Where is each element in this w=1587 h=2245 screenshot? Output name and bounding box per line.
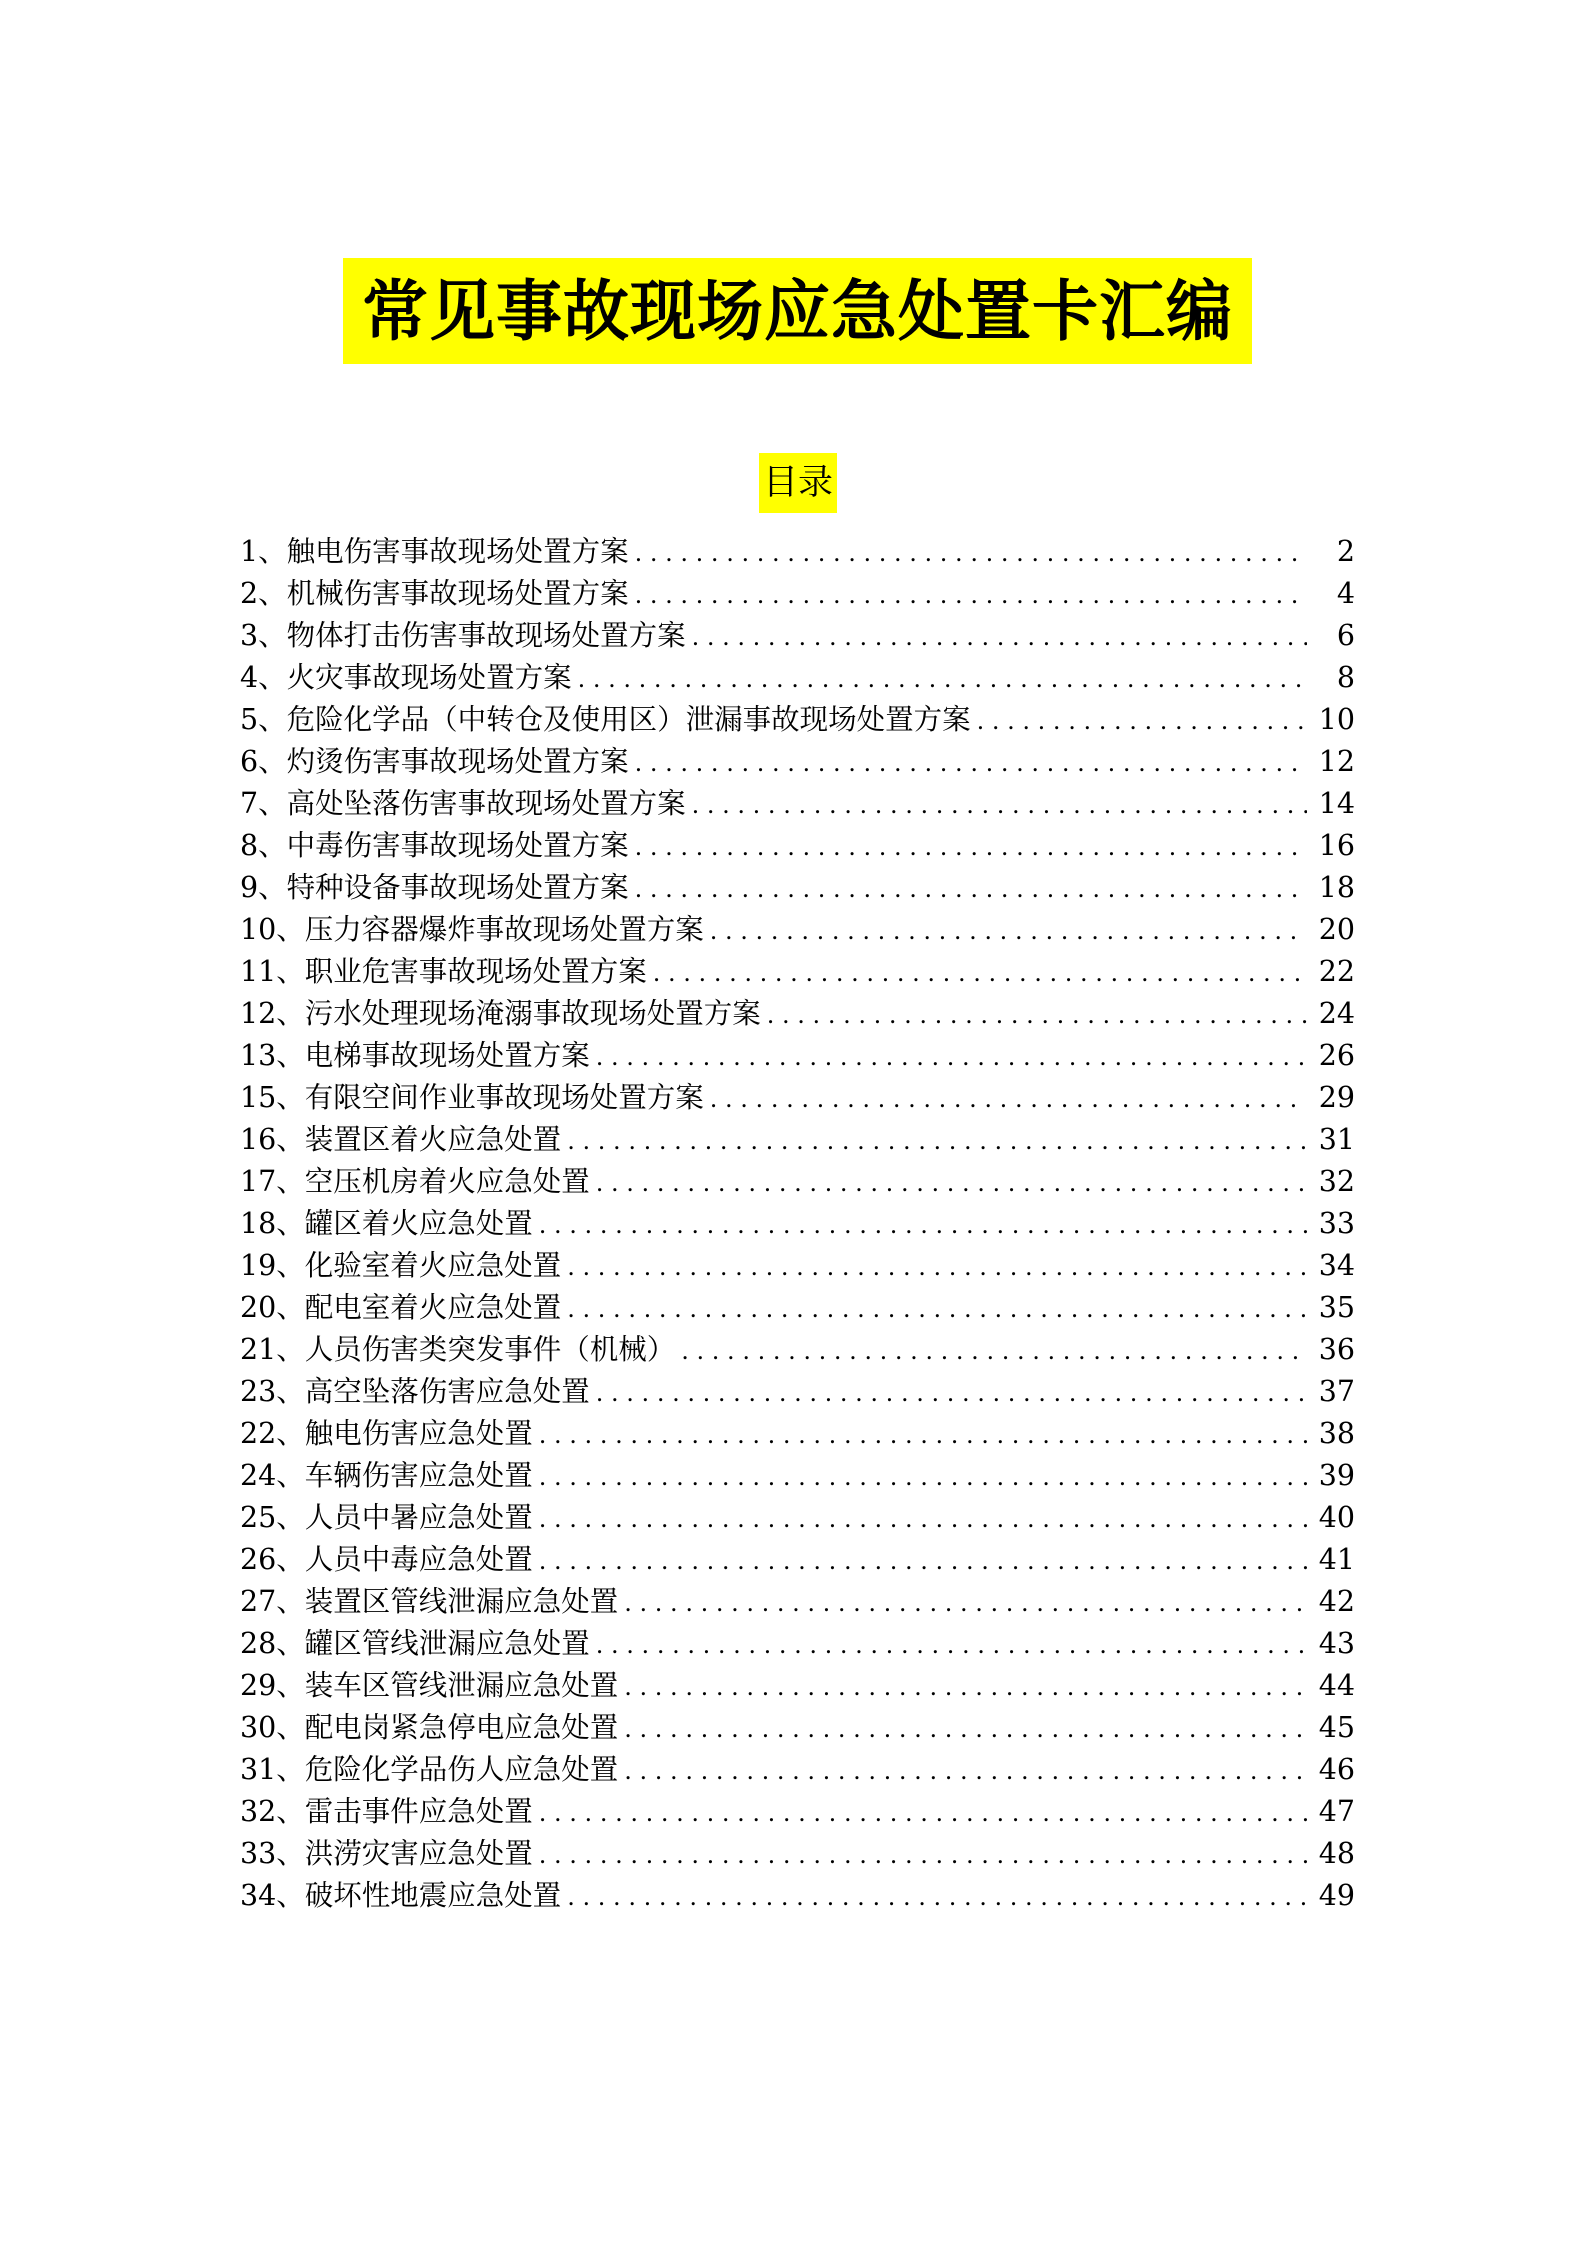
toc-dot-leader (567, 1876, 1306, 1918)
toc-entry-title: 26、人员中毒应急处置 (240, 1543, 533, 1576)
toc-dot-leader (596, 1036, 1307, 1078)
toc-entry[interactable] (240, 657, 1355, 699)
toc-dot-leader (539, 1498, 1307, 1540)
toc-dot-leader (567, 1120, 1306, 1162)
toc-entry-page-number: 46 (1318, 1753, 1355, 1786)
toc-entry-page-number: 14 (1318, 787, 1355, 820)
toc-entry-title: 27、装置区管线泄漏应急处置 (240, 1585, 619, 1618)
toc-entry-title: 8、中毒伤害事故现场处置方案 (240, 829, 629, 862)
toc-entry[interactable] (240, 531, 1355, 573)
toc-entry-title: 13、电梯事故现场处置方案 (240, 1039, 590, 1072)
toc-entry-title: 30、配电岗紧急停电应急处置 (240, 1711, 619, 1744)
toc-entry-title: 10、压力容器爆炸事故现场处置方案 (240, 913, 704, 946)
toc-entry[interactable] (240, 1455, 1355, 1497)
toc-entry[interactable] (240, 1287, 1355, 1329)
toc-entry-page-number: 18 (1318, 871, 1355, 904)
toc-entry-page-number: 26 (1318, 1039, 1355, 1072)
toc-entry[interactable] (240, 1161, 1355, 1203)
toc-dot-leader (539, 1204, 1307, 1246)
toc-entry-title: 32、雷击事件应急处置 (240, 1795, 533, 1828)
toc-dot-leader (635, 826, 1307, 868)
toc-entry-page-number: 47 (1318, 1795, 1355, 1828)
toc-dot-leader (567, 1246, 1306, 1288)
toc-entry-page-number: 31 (1318, 1123, 1355, 1156)
toc-entry-title: 5、危险化学品（中转仓及使用区）泄漏事故现场处置方案 (240, 703, 971, 736)
table-of-contents (240, 531, 1355, 1917)
toc-entry[interactable] (240, 1875, 1355, 1917)
toc-entry-page-number: 16 (1318, 829, 1355, 862)
toc-entry-title: 15、有限空间作业事故现场处置方案 (240, 1081, 704, 1114)
toc-entry-page-number: 40 (1318, 1501, 1355, 1534)
toc-entry-title: 21、人员伤害类突发事件（机械） (240, 1333, 676, 1366)
toc-entry[interactable] (240, 1497, 1355, 1539)
toc-entry-title: 7、高处坠落伤害事故现场处置方案 (240, 787, 686, 820)
toc-dot-leader (635, 532, 1307, 574)
toc-dot-leader (578, 658, 1307, 700)
toc-entry[interactable] (240, 1749, 1355, 1791)
toc-dot-leader (710, 1078, 1307, 1120)
toc-dot-leader (624, 1708, 1306, 1750)
toc-entry[interactable] (240, 909, 1355, 951)
toc-entry[interactable] (240, 573, 1355, 615)
toc-entry[interactable] (240, 741, 1355, 783)
toc-entry-title: 31、危险化学品伤人应急处置 (240, 1753, 619, 1786)
toc-entry[interactable] (240, 1329, 1355, 1371)
document-title: 常见事故现场应急处置卡汇编 (343, 258, 1252, 364)
toc-entry-page-number: 35 (1318, 1291, 1355, 1324)
toc-entry-page-number: 42 (1318, 1585, 1355, 1618)
toc-entry-title: 17、空压机房着火应急处置 (240, 1165, 590, 1198)
toc-entry-title: 12、污水处理现场淹溺事故现场处置方案 (240, 997, 761, 1030)
toc-entry-title: 23、高空坠落伤害应急处置 (240, 1375, 590, 1408)
toc-entry[interactable] (240, 1791, 1355, 1833)
toc-entry-page-number: 24 (1318, 997, 1355, 1030)
toc-entry-title: 19、化验室着火应急处置 (240, 1249, 562, 1282)
toc-entry[interactable] (240, 951, 1355, 993)
toc-entry[interactable] (240, 1623, 1355, 1665)
toc-entry-title: 24、车辆伤害应急处置 (240, 1459, 533, 1492)
toc-entry-title: 29、装车区管线泄漏应急处置 (240, 1669, 619, 1702)
toc-entry-title: 3、物体打击伤害事故现场处置方案 (240, 619, 686, 652)
toc-entry[interactable] (240, 1581, 1355, 1623)
toc-dot-leader (710, 910, 1307, 952)
toc-entry[interactable] (240, 615, 1355, 657)
toc-entry-page-number: 33 (1318, 1207, 1355, 1240)
toc-entry-page-number: 41 (1318, 1543, 1355, 1576)
toc-entry-title: 28、罐区管线泄漏应急处置 (240, 1627, 590, 1660)
toc-entry-title: 2、机械伤害事故现场处置方案 (240, 577, 629, 610)
toc-entry-page-number: 49 (1318, 1879, 1355, 1912)
toc-entry-page-number: 8 (1336, 661, 1355, 694)
toc-heading: 目录 (759, 453, 837, 513)
toc-entry-page-number: 36 (1318, 1333, 1355, 1366)
toc-entry-title: 34、破坏性地震应急处置 (240, 1879, 562, 1912)
toc-entry-page-number: 6 (1336, 619, 1355, 652)
toc-dot-leader (539, 1540, 1307, 1582)
toc-dot-leader (567, 1288, 1306, 1330)
toc-entry-page-number: 32 (1318, 1165, 1355, 1198)
toc-entry[interactable] (240, 1665, 1355, 1707)
toc-dot-leader (977, 700, 1307, 742)
toc-entry-title: 9、特种设备事故现场处置方案 (240, 871, 629, 904)
toc-entry[interactable] (240, 1413, 1355, 1455)
toc-entry-title: 16、装置区着火应急处置 (240, 1123, 562, 1156)
toc-entry-title: 18、罐区着火应急处置 (240, 1207, 533, 1240)
toc-entry-page-number: 20 (1318, 913, 1355, 946)
toc-dot-leader (692, 784, 1307, 826)
toc-dot-leader (539, 1792, 1307, 1834)
toc-entry[interactable] (240, 699, 1355, 741)
toc-dot-leader (539, 1414, 1307, 1456)
toc-entry[interactable] (240, 1539, 1355, 1581)
toc-entry-page-number: 4 (1336, 577, 1355, 610)
toc-entry-page-number: 22 (1318, 955, 1355, 988)
toc-entry-page-number: 2 (1336, 535, 1355, 568)
toc-entry-title: 25、人员中暑应急处置 (240, 1501, 533, 1534)
toc-dot-leader (596, 1162, 1307, 1204)
toc-entry-page-number: 39 (1318, 1459, 1355, 1492)
toc-entry-title: 20、配电室着火应急处置 (240, 1291, 562, 1324)
toc-entry[interactable] (240, 1203, 1355, 1245)
toc-entry[interactable] (240, 1833, 1355, 1875)
toc-entry[interactable] (240, 993, 1355, 1035)
toc-entry-page-number: 10 (1318, 703, 1355, 736)
toc-entry[interactable] (240, 1245, 1355, 1287)
toc-dot-leader (635, 868, 1307, 910)
toc-entry-page-number: 37 (1318, 1375, 1355, 1408)
toc-entry-title: 4、火灾事故现场处置方案 (240, 661, 572, 694)
toc-entry-page-number: 44 (1318, 1669, 1355, 1702)
toc-dot-leader (539, 1456, 1307, 1498)
toc-entry-page-number: 48 (1318, 1837, 1355, 1870)
toc-dot-leader (635, 742, 1307, 784)
toc-entry[interactable] (240, 1077, 1355, 1119)
toc-dot-leader (767, 994, 1307, 1036)
toc-dot-leader (635, 574, 1307, 616)
toc-entry-title: 11、职业危害事故现场处置方案 (240, 955, 647, 988)
toc-dot-leader (692, 616, 1307, 658)
toc-entry-page-number: 38 (1318, 1417, 1355, 1450)
toc-entry-title: 1、触电伤害事故现场处置方案 (240, 535, 629, 568)
toc-entry-page-number: 29 (1318, 1081, 1355, 1114)
toc-entry[interactable] (240, 1119, 1355, 1161)
toc-dot-leader (681, 1330, 1306, 1372)
toc-dot-leader (653, 952, 1307, 994)
toc-dot-leader (624, 1750, 1306, 1792)
toc-dot-leader (596, 1624, 1307, 1666)
toc-entry-page-number: 34 (1318, 1249, 1355, 1282)
toc-dot-leader (624, 1666, 1306, 1708)
toc-entry-page-number: 12 (1318, 745, 1355, 778)
toc-entry[interactable] (240, 1035, 1355, 1077)
toc-entry[interactable] (240, 783, 1355, 825)
toc-entry-page-number: 43 (1318, 1627, 1355, 1660)
toc-dot-leader (624, 1582, 1306, 1624)
toc-entry[interactable] (240, 1707, 1355, 1749)
toc-entry[interactable] (240, 1371, 1355, 1413)
toc-entry-page-number: 45 (1318, 1711, 1355, 1744)
toc-entry[interactable] (240, 867, 1355, 909)
toc-dot-leader (596, 1372, 1307, 1414)
toc-entry[interactable] (240, 825, 1355, 867)
toc-dot-leader (539, 1834, 1307, 1876)
toc-entry-title: 6、灼烫伤害事故现场处置方案 (240, 745, 629, 778)
toc-entry-title: 33、洪涝灾害应急处置 (240, 1837, 533, 1870)
toc-entry-title: 22、触电伤害应急处置 (240, 1417, 533, 1450)
